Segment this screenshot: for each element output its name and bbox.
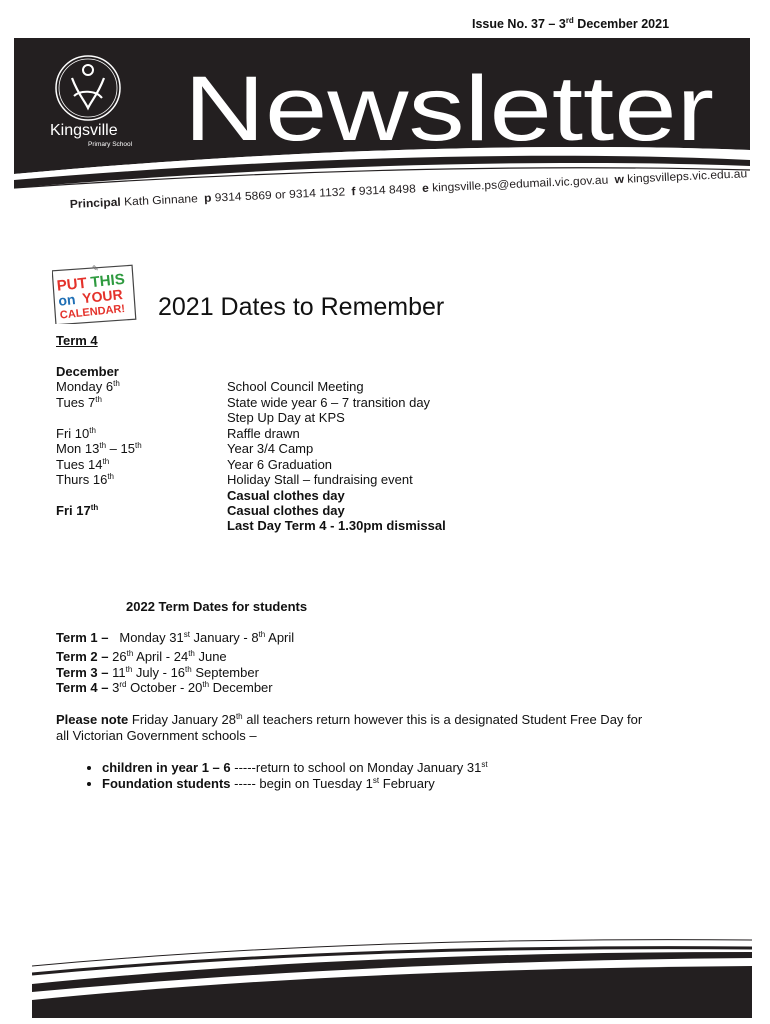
term-4-start: 3 bbox=[108, 680, 120, 695]
sup: th bbox=[134, 441, 142, 450]
term-1-end: April bbox=[265, 630, 295, 645]
event-row bbox=[56, 503, 345, 519]
event-text: Casual clothes day bbox=[227, 503, 345, 518]
term-1-label: Term 1 – bbox=[56, 630, 109, 645]
list-item bbox=[102, 776, 488, 792]
sup: th bbox=[89, 426, 96, 435]
footer-swoosh bbox=[32, 930, 752, 1018]
term-3-line bbox=[56, 665, 259, 681]
badge-put: PUT bbox=[56, 274, 88, 295]
sup: st bbox=[481, 760, 488, 769]
bullet-1-bold: children in year 1 – 6 bbox=[102, 760, 231, 775]
term-3-end: September bbox=[191, 665, 259, 680]
return-bullets bbox=[56, 760, 488, 792]
email-label: e bbox=[421, 182, 429, 196]
term-2-end: June bbox=[194, 649, 227, 664]
term-1-mid: January - 8 bbox=[189, 630, 259, 645]
sup: th bbox=[202, 680, 210, 689]
event-text: Last Day Term 4 - 1.30pm dismissal bbox=[227, 518, 446, 533]
term-2-start: 26 bbox=[108, 649, 127, 664]
badge-your: YOUR bbox=[81, 286, 124, 307]
list-item bbox=[102, 760, 488, 776]
badge-calendar: CALENDAR! bbox=[59, 302, 126, 322]
contact-strip bbox=[0, 0, 770, 240]
sup: th bbox=[125, 665, 133, 674]
event-row bbox=[56, 426, 300, 442]
term-2-line bbox=[56, 649, 227, 665]
please-note-label: Please note bbox=[56, 712, 129, 727]
put-this-on-your-calendar-badge bbox=[52, 262, 138, 324]
event-date bbox=[56, 441, 227, 457]
phone-number: 9314 5869 or 9314 1132 bbox=[211, 186, 340, 205]
event-date-part: Monday 6 bbox=[56, 379, 114, 394]
note-text-a: Friday January 28 bbox=[128, 712, 236, 727]
term-4-end: December bbox=[209, 680, 273, 695]
term-dates-heading: 2022 Term Dates for students bbox=[126, 599, 308, 614]
principal-name: Kath Ginnane bbox=[120, 193, 195, 209]
bullet-2-tail: February bbox=[379, 776, 435, 791]
event-text: Holiday Stall – fundraising event bbox=[227, 472, 413, 487]
note-text-b: all teachers return however this is a designated Student Free Day for bbox=[242, 712, 643, 727]
event-date-part: Fri 17 bbox=[56, 503, 91, 518]
sup: th bbox=[102, 457, 110, 466]
please-note-line-1 bbox=[56, 712, 642, 728]
term-2-label: Term 2 – bbox=[56, 649, 109, 664]
event-date-part: Tues 7 bbox=[56, 395, 96, 410]
term-4-mid: October - 20 bbox=[126, 680, 203, 695]
event-date-part: Thurs 16 bbox=[56, 472, 108, 487]
event-date bbox=[56, 472, 227, 488]
issue-number: Issue No. 37 – 3 bbox=[472, 17, 566, 31]
term-2-mid: April - 24 bbox=[133, 649, 189, 664]
sup: th bbox=[185, 665, 192, 674]
event-row bbox=[56, 395, 430, 411]
event-date bbox=[56, 379, 227, 395]
svg-text:✎: ✎ bbox=[92, 264, 99, 273]
sup: th bbox=[113, 379, 120, 388]
event-text: Year 3/4 Camp bbox=[227, 441, 314, 456]
event-date bbox=[56, 395, 227, 411]
bullet-2-text: ----- begin on Tuesday 1 bbox=[230, 776, 373, 791]
event-date-part: Fri 10 bbox=[56, 426, 90, 441]
sup: th bbox=[90, 503, 99, 512]
sup: th bbox=[95, 395, 102, 404]
badge-this: THIS bbox=[89, 270, 126, 292]
sup: th bbox=[258, 630, 266, 639]
fax-number: 9314 8498 bbox=[355, 183, 414, 199]
issue-date: December 2021 bbox=[573, 17, 670, 31]
sup: th bbox=[107, 472, 114, 481]
dates-title: 2021 Dates to Remember bbox=[158, 293, 445, 321]
sup: rd bbox=[119, 680, 127, 689]
event-row bbox=[56, 457, 332, 473]
event-text: Raffle drawn bbox=[227, 426, 300, 441]
sup: st bbox=[183, 630, 190, 639]
sup: th bbox=[188, 649, 195, 658]
school-sub: Primary School bbox=[88, 141, 133, 148]
newsletter-title: Newsletter bbox=[184, 58, 714, 160]
term-heading: Term 4 bbox=[56, 333, 98, 348]
web-label: w bbox=[614, 173, 624, 187]
term-1-line bbox=[56, 630, 294, 646]
sup: th bbox=[99, 441, 107, 450]
issue-sup: rd bbox=[565, 16, 574, 25]
event-date bbox=[56, 426, 227, 442]
term-3-start: 11 bbox=[108, 665, 126, 680]
sup: st bbox=[372, 776, 380, 785]
sup: th bbox=[235, 712, 243, 721]
term-4-label: Term 4 – bbox=[56, 680, 109, 695]
principal-label: Principal bbox=[69, 196, 119, 211]
term-4-line bbox=[56, 680, 273, 696]
sup: th bbox=[126, 649, 134, 658]
please-note-line-2: all Victorian Government schools – bbox=[56, 728, 257, 743]
term-3-label: Term 3 – bbox=[56, 665, 109, 680]
event-row bbox=[56, 379, 364, 395]
term-3-mid: July - 16 bbox=[132, 665, 186, 680]
badge-on: on bbox=[57, 291, 77, 309]
term-1-start: Monday 31 bbox=[119, 630, 184, 645]
phone-label: p bbox=[203, 192, 212, 205]
event-row bbox=[56, 472, 413, 488]
event-date bbox=[56, 457, 227, 473]
event-text: Casual clothes day bbox=[227, 488, 345, 503]
website: kingsvilleps.vic.edu.au bbox=[623, 168, 742, 186]
month-heading: December bbox=[56, 364, 119, 379]
event-text: State wide year 6 – 7 transition day bbox=[227, 395, 431, 410]
bullet-1-text: -----return to school on Monday January 31 bbox=[230, 760, 482, 775]
svg-text:Principal Kath Ginnanep 9314 5 bbox=[70, 168, 748, 211]
event-date bbox=[56, 503, 227, 519]
event-date-part: Mon 13 bbox=[56, 441, 100, 456]
event-text: Year 6 Graduation bbox=[227, 457, 333, 472]
email-address: kingsville.ps@edumail.vic.gov.au bbox=[428, 174, 601, 195]
bullet-2-bold: Foundation students bbox=[102, 776, 231, 791]
event-row bbox=[56, 518, 446, 534]
event-row bbox=[56, 441, 313, 457]
event-row bbox=[56, 410, 345, 426]
event-text: School Council Meeting bbox=[227, 379, 364, 394]
event-row bbox=[56, 488, 345, 504]
school-name: Kingsville bbox=[50, 122, 118, 139]
event-date-part: – 15 bbox=[106, 441, 135, 456]
event-text: Step Up Day at KPS bbox=[227, 410, 345, 425]
fax-label: f bbox=[351, 186, 356, 199]
event-date-part: Tues 14 bbox=[56, 457, 103, 472]
